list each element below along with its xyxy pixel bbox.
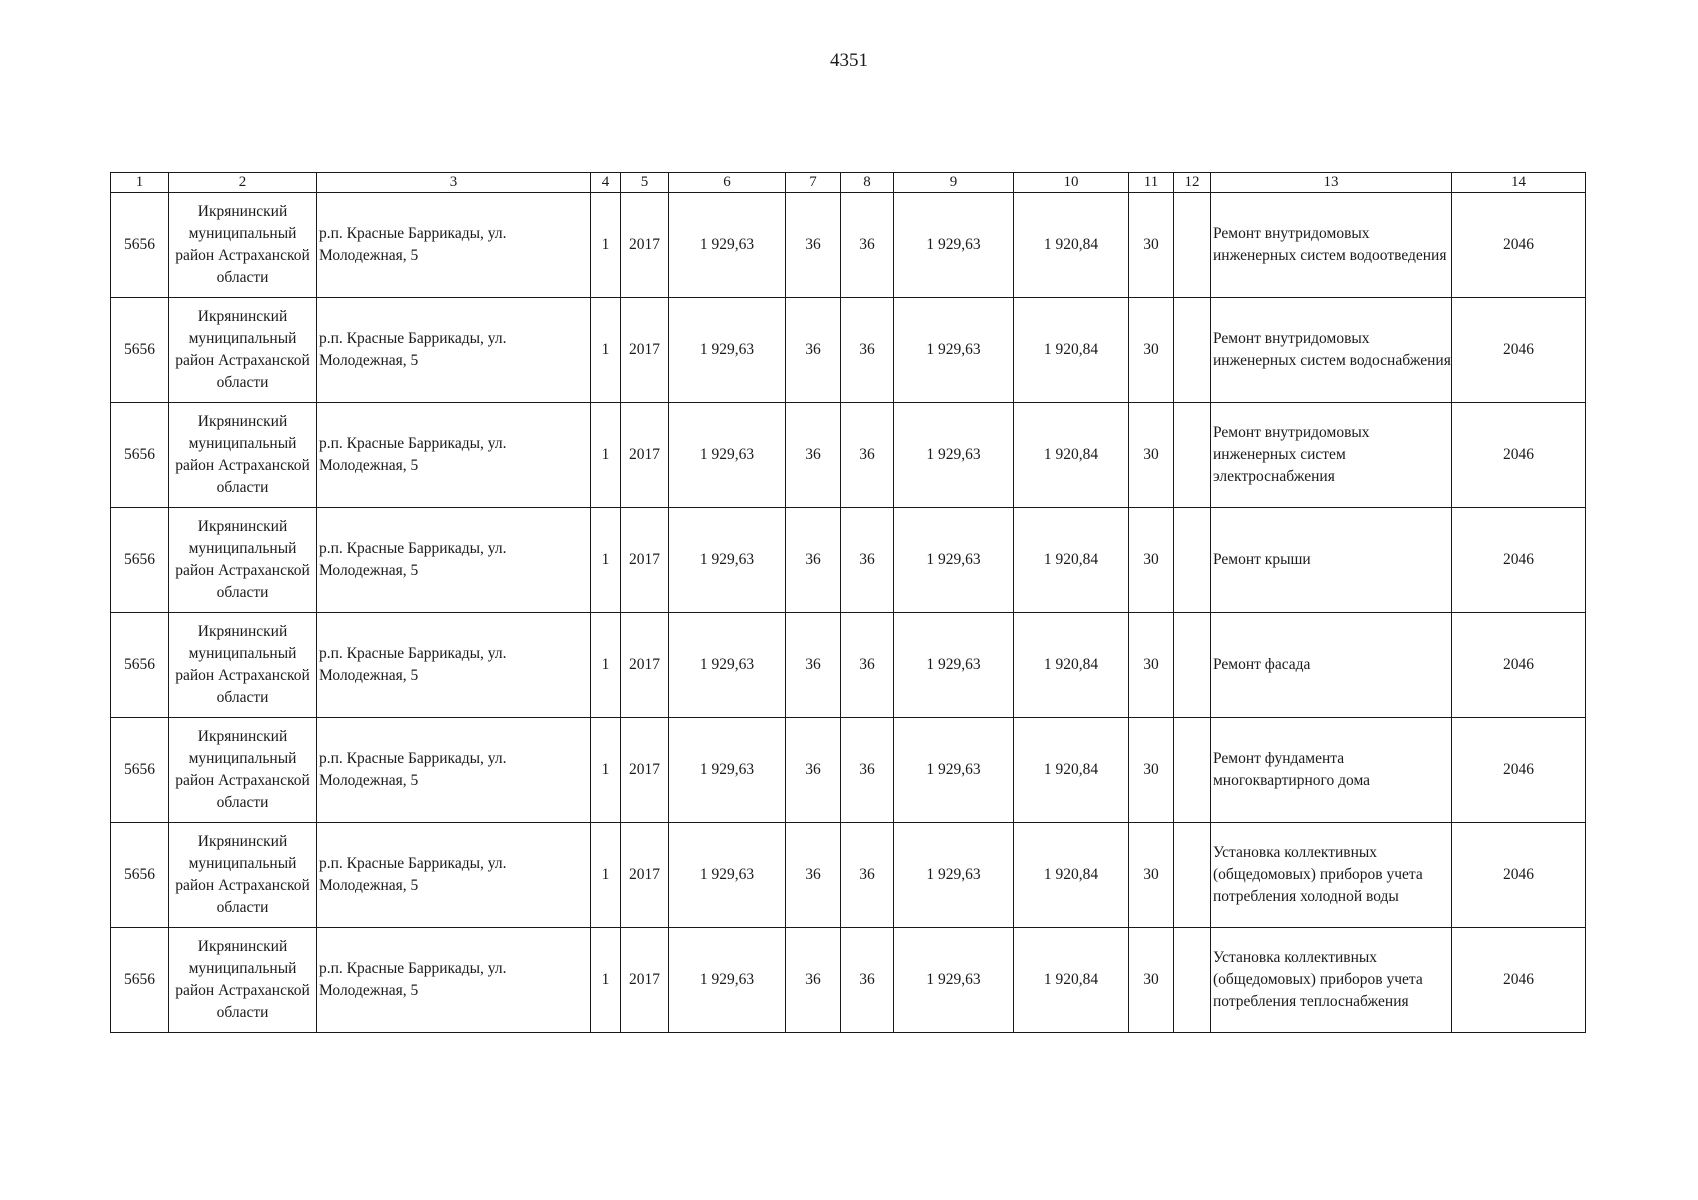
address-cell: р.п. Красные Баррикады, ул. Молодежная, 5 [317, 823, 591, 928]
address-cell: р.п. Красные Баррикады, ул. Молодежная, 5 [317, 613, 591, 718]
table-row [111, 823, 1586, 928]
col-10-cell: 1 920,84 [1014, 823, 1129, 928]
district-cell: Икрянинский муниципальный район Астраханской области [169, 613, 317, 718]
district-cell: Икрянинский муниципальный район Астраханской области [169, 823, 317, 928]
column-header-4: 4 [591, 173, 621, 193]
col-8-cell: 36 [841, 718, 894, 823]
col-12-cell [1174, 298, 1211, 403]
col-10-cell: 1 920,84 [1014, 298, 1129, 403]
col-6-cell: 1 929,63 [669, 823, 786, 928]
table-row [111, 298, 1586, 403]
address-cell: р.п. Красные Баррикады, ул. Молодежная, 5 [317, 508, 591, 613]
year-cell: 2017 [621, 298, 669, 403]
col-12-cell [1174, 193, 1211, 298]
col-9-cell: 1 929,63 [894, 298, 1014, 403]
col-9-cell: 1 929,63 [894, 613, 1014, 718]
header-row [111, 173, 1586, 193]
col-4-cell: 1 [591, 298, 621, 403]
year-cell: 2017 [621, 193, 669, 298]
col-4-cell: 1 [591, 508, 621, 613]
work-type-cell: Ремонт внутридомовых инженерных систем электроснабжения [1211, 403, 1452, 508]
col-6-cell: 1 929,63 [669, 613, 786, 718]
column-header-10: 10 [1014, 173, 1129, 193]
col-12-cell [1174, 613, 1211, 718]
year-cell: 2017 [621, 508, 669, 613]
district-cell: Икрянинский муниципальный район Астраханской области [169, 928, 317, 1033]
col-4-cell: 1 [591, 193, 621, 298]
col-6-cell: 1 929,63 [669, 928, 786, 1033]
col-4-cell: 1 [591, 823, 621, 928]
year-cell: 2017 [621, 718, 669, 823]
col-8-cell: 36 [841, 298, 894, 403]
column-header-11: 11 [1129, 173, 1174, 193]
col-6-cell: 1 929,63 [669, 718, 786, 823]
col-7-cell: 36 [786, 928, 841, 1033]
work-type-cell: Ремонт крыши [1211, 508, 1452, 613]
col-4-cell: 1 [591, 403, 621, 508]
planned-year-cell: 2046 [1452, 298, 1586, 403]
planned-year-cell: 2046 [1452, 823, 1586, 928]
row-number-cell: 5656 [111, 403, 169, 508]
work-type-cell: Ремонт внутридомовых инженерных систем водоотведения [1211, 193, 1452, 298]
column-header-7: 7 [786, 173, 841, 193]
col-10-cell: 1 920,84 [1014, 403, 1129, 508]
col-10-cell: 1 920,84 [1014, 718, 1129, 823]
col-8-cell: 36 [841, 193, 894, 298]
work-type-cell: Ремонт фасада [1211, 613, 1452, 718]
col-12-cell [1174, 508, 1211, 613]
col-7-cell: 36 [786, 193, 841, 298]
column-header-9: 9 [894, 173, 1014, 193]
district-cell: Икрянинский муниципальный район Астраханской области [169, 403, 317, 508]
address-cell: р.п. Красные Баррикады, ул. Молодежная, 5 [317, 928, 591, 1033]
col-12-cell [1174, 718, 1211, 823]
planned-year-cell: 2046 [1452, 508, 1586, 613]
col-6-cell: 1 929,63 [669, 193, 786, 298]
row-number-cell: 5656 [111, 298, 169, 403]
row-number-cell: 5656 [111, 193, 169, 298]
col-7-cell: 36 [786, 298, 841, 403]
row-number-cell: 5656 [111, 613, 169, 718]
col-4-cell: 1 [591, 928, 621, 1033]
table-row [111, 508, 1586, 613]
year-cell: 2017 [621, 928, 669, 1033]
col-11-cell: 30 [1129, 508, 1174, 613]
column-header-8: 8 [841, 173, 894, 193]
col-6-cell: 1 929,63 [669, 298, 786, 403]
col-11-cell: 30 [1129, 403, 1174, 508]
col-9-cell: 1 929,63 [894, 193, 1014, 298]
col-10-cell: 1 920,84 [1014, 928, 1129, 1033]
col-7-cell: 36 [786, 823, 841, 928]
col-10-cell: 1 920,84 [1014, 613, 1129, 718]
work-type-cell: Установка коллективных (общедомовых) приборов учета потребления теплоснабжения [1211, 928, 1452, 1033]
address-cell: р.п. Красные Баррикады, ул. Молодежная, 5 [317, 193, 591, 298]
col-7-cell: 36 [786, 508, 841, 613]
planned-year-cell: 2046 [1452, 718, 1586, 823]
col-10-cell: 1 920,84 [1014, 193, 1129, 298]
table-body [111, 193, 1586, 1033]
col-12-cell [1174, 823, 1211, 928]
page-number: 4351 [830, 50, 868, 71]
col-11-cell: 30 [1129, 193, 1174, 298]
col-6-cell: 1 929,63 [669, 403, 786, 508]
col-11-cell: 30 [1129, 718, 1174, 823]
col-7-cell: 36 [786, 403, 841, 508]
column-header-12: 12 [1174, 173, 1211, 193]
column-header-1: 1 [111, 173, 169, 193]
table-row [111, 613, 1586, 718]
column-header-5: 5 [621, 173, 669, 193]
col-10-cell: 1 920,84 [1014, 508, 1129, 613]
col-9-cell: 1 929,63 [894, 508, 1014, 613]
row-number-cell: 5656 [111, 508, 169, 613]
address-cell: р.п. Красные Баррикады, ул. Молодежная, 5 [317, 718, 591, 823]
planned-year-cell: 2046 [1452, 193, 1586, 298]
work-type-cell: Установка коллективных (общедомовых) приборов учета потребления холодной воды [1211, 823, 1452, 928]
column-header-6: 6 [669, 173, 786, 193]
row-number-cell: 5656 [111, 718, 169, 823]
work-type-cell: Ремонт фундамента многоквартирного дома [1211, 718, 1452, 823]
col-11-cell: 30 [1129, 928, 1174, 1033]
row-number-cell: 5656 [111, 823, 169, 928]
col-9-cell: 1 929,63 [894, 928, 1014, 1033]
col-11-cell: 30 [1129, 613, 1174, 718]
col-9-cell: 1 929,63 [894, 718, 1014, 823]
col-11-cell: 30 [1129, 823, 1174, 928]
work-type-cell: Ремонт внутридомовых инженерных систем водоснабжения [1211, 298, 1452, 403]
col-8-cell: 36 [841, 613, 894, 718]
table-row [111, 403, 1586, 508]
address-cell: р.п. Красные Баррикады, ул. Молодежная, 5 [317, 403, 591, 508]
register-table [110, 172, 1586, 1033]
district-cell: Икрянинский муниципальный район Астраханской области [169, 298, 317, 403]
district-cell: Икрянинский муниципальный район Астраханской области [169, 718, 317, 823]
table-row [111, 718, 1586, 823]
col-12-cell [1174, 928, 1211, 1033]
row-number-cell: 5656 [111, 928, 169, 1033]
planned-year-cell: 2046 [1452, 928, 1586, 1033]
planned-year-cell: 2046 [1452, 403, 1586, 508]
col-11-cell: 30 [1129, 298, 1174, 403]
col-7-cell: 36 [786, 613, 841, 718]
column-numbers-header [111, 173, 1586, 193]
year-cell: 2017 [621, 403, 669, 508]
col-9-cell: 1 929,63 [894, 403, 1014, 508]
col-8-cell: 36 [841, 823, 894, 928]
address-cell: р.п. Красные Баррикады, ул. Молодежная, 5 [317, 298, 591, 403]
column-header-2: 2 [169, 173, 317, 193]
col-12-cell [1174, 403, 1211, 508]
year-cell: 2017 [621, 613, 669, 718]
col-8-cell: 36 [841, 403, 894, 508]
col-4-cell: 1 [591, 613, 621, 718]
district-cell: Икрянинский муниципальный район Астраханской области [169, 508, 317, 613]
planned-year-cell: 2046 [1452, 613, 1586, 718]
col-9-cell: 1 929,63 [894, 823, 1014, 928]
col-8-cell: 36 [841, 508, 894, 613]
year-cell: 2017 [621, 823, 669, 928]
col-8-cell: 36 [841, 928, 894, 1033]
column-header-14: 14 [1452, 173, 1586, 193]
col-6-cell: 1 929,63 [669, 508, 786, 613]
table-row [111, 928, 1586, 1033]
col-7-cell: 36 [786, 718, 841, 823]
table-row [111, 193, 1586, 298]
column-header-13: 13 [1211, 173, 1452, 193]
col-4-cell: 1 [591, 718, 621, 823]
column-header-3: 3 [317, 173, 591, 193]
district-cell: Икрянинский муниципальный район Астраханской области [169, 193, 317, 298]
